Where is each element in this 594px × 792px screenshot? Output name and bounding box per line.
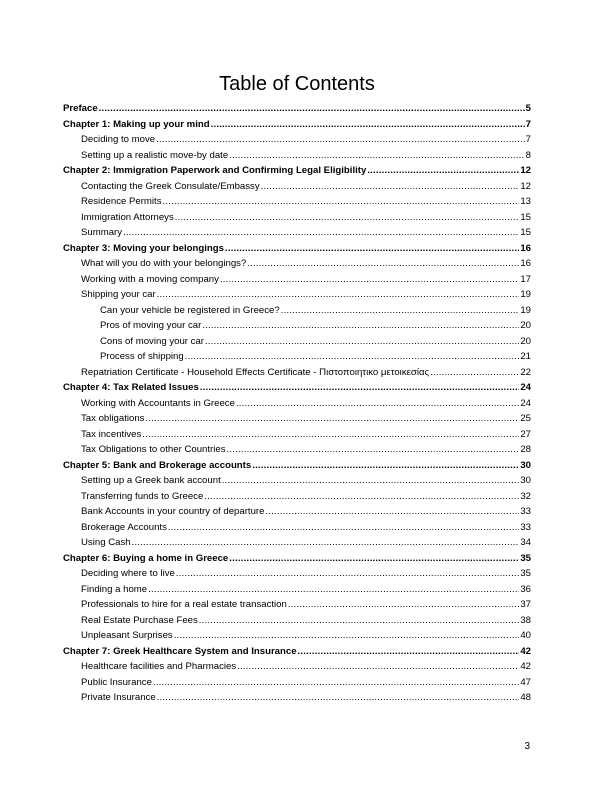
toc-entry-page: 16 xyxy=(520,242,531,254)
toc-entry[interactable] xyxy=(63,334,531,350)
dot-leader xyxy=(288,597,519,613)
toc-entry-page: 19 xyxy=(520,304,531,316)
toc-entry[interactable] xyxy=(63,396,531,412)
toc-entry[interactable] xyxy=(63,551,531,567)
toc-entry-title: Chapter 4: Tax Related Issues xyxy=(63,382,199,393)
dot-leader xyxy=(247,256,519,272)
toc-entry-title: Brokerage Accounts xyxy=(81,521,167,533)
dot-leader xyxy=(211,117,525,133)
toc-entry[interactable] xyxy=(63,427,531,443)
dot-leader xyxy=(222,473,520,489)
toc-entry-page: 25 xyxy=(520,413,531,424)
toc-entry-title: Chapter 3: Moving your belongings xyxy=(63,242,224,254)
dot-leader xyxy=(281,303,520,319)
toc-entry-title: Repatriation Certificate - Household Effects Certificate - Πιστοποιητικο μετοικεσίας xyxy=(81,366,430,378)
dot-leader xyxy=(225,241,519,257)
toc-entry-page: 30 xyxy=(520,475,531,486)
toc-entry-title: Setting up a realistic move-by date xyxy=(81,149,229,161)
toc-entry[interactable] xyxy=(63,272,531,288)
toc-entry-page: 8 xyxy=(525,149,531,161)
dot-leader xyxy=(168,520,519,536)
dot-leader xyxy=(153,675,519,691)
dot-leader xyxy=(163,194,520,210)
dot-leader xyxy=(132,535,520,551)
dot-leader xyxy=(202,318,519,334)
toc-entry-page: 24 xyxy=(520,397,531,409)
toc-entry-title: Tax incentives xyxy=(81,428,142,440)
toc-entry-title: Chapter 1: Making up your mind xyxy=(63,118,210,130)
dot-leader xyxy=(175,210,520,226)
dot-leader xyxy=(430,365,519,381)
dot-leader xyxy=(227,442,520,458)
toc-entry-title: Cons of moving your car xyxy=(100,335,204,347)
toc-entry-title: Chapter 7: Greek Healthcare System and Insurance xyxy=(63,645,297,657)
dot-leader xyxy=(174,628,520,644)
toc-entry-title: Deciding where to live xyxy=(81,568,175,579)
toc-entry-title: Setting up a Greek bank account xyxy=(81,475,221,486)
toc-entry[interactable] xyxy=(63,318,531,334)
toc-entry-title: Transferring funds to Greece xyxy=(81,490,204,502)
toc-entry[interactable] xyxy=(63,148,531,164)
toc-entry-title: Unpleasant Surprises xyxy=(81,630,173,641)
dot-leader xyxy=(229,148,524,164)
toc-entry-title: Real Estate Purchase Fees xyxy=(81,614,198,626)
toc-entry[interactable] xyxy=(63,225,531,241)
dot-leader xyxy=(157,287,520,303)
toc-entry-title: Chapter 5: Bank and Brokerage accounts xyxy=(63,459,252,471)
toc-entry-page: 42 xyxy=(520,661,531,672)
dot-leader xyxy=(236,396,519,412)
toc-entry[interactable] xyxy=(63,380,531,396)
toc-entry-page: 7 xyxy=(525,118,531,130)
toc-entry[interactable] xyxy=(63,535,531,551)
dot-leader xyxy=(185,349,520,365)
toc-entry-page: 47 xyxy=(520,676,531,688)
toc-entry-page: 19 xyxy=(520,289,531,300)
toc-entry-title: Immigration Attorneys xyxy=(81,211,174,223)
toc-entry-title: Contacting the Greek Consulate/Embassy xyxy=(81,180,260,192)
toc-entry-page: 20 xyxy=(520,320,531,331)
toc-entry-title: Working with Accountants in Greece xyxy=(81,397,235,409)
toc-entry-page: 40 xyxy=(520,630,531,641)
toc-entry[interactable] xyxy=(63,163,531,179)
toc-entry[interactable] xyxy=(63,411,531,427)
dot-leader xyxy=(298,644,520,660)
toc-entry-page: 24 xyxy=(520,382,531,393)
toc-entry-page: 12 xyxy=(520,180,531,192)
dot-leader xyxy=(99,101,525,117)
toc-entry-title: Using Cash xyxy=(81,537,131,548)
dot-leader xyxy=(199,613,520,629)
toc-entry[interactable] xyxy=(63,179,531,195)
toc-entry-title: Private Insurance xyxy=(81,692,156,703)
toc-entry[interactable] xyxy=(63,287,531,303)
toc-entry[interactable] xyxy=(63,489,531,505)
toc-entry[interactable] xyxy=(63,241,531,257)
dot-leader xyxy=(200,380,520,396)
toc-entry[interactable] xyxy=(63,132,531,148)
toc-entry-title: Public Insurance xyxy=(81,676,152,688)
toc-entry-page: 22 xyxy=(520,366,531,378)
toc-entry[interactable] xyxy=(63,597,531,613)
toc-entry[interactable] xyxy=(63,520,531,536)
toc-entry-title: Bank Accounts in your country of departure xyxy=(81,506,265,517)
toc-entry-title: Finding a home xyxy=(81,583,148,595)
toc-entry[interactable] xyxy=(63,101,531,117)
toc-entry-title: Summary xyxy=(81,227,123,238)
toc-entry-page: 37 xyxy=(520,599,531,610)
toc-entry-title: Process of shipping xyxy=(100,351,184,362)
toc-entry[interactable] xyxy=(63,582,531,598)
toc-entry-page: 36 xyxy=(520,583,531,595)
toc-entry-page: 28 xyxy=(520,444,531,455)
toc-entry-page: 32 xyxy=(520,490,531,502)
dot-leader xyxy=(252,458,519,474)
toc-entry-page: 35 xyxy=(520,552,531,564)
toc-entry-page: 20 xyxy=(520,335,531,347)
dot-leader xyxy=(156,132,525,148)
toc-entry[interactable] xyxy=(63,303,531,319)
dot-leader xyxy=(145,411,519,427)
toc-entry-page: 34 xyxy=(520,537,531,548)
toc-entry-title: Working with a moving company xyxy=(81,273,219,285)
dot-leader xyxy=(123,225,519,241)
toc-entry-title: Professionals to hire for a real estate transaction xyxy=(81,599,287,610)
dot-leader xyxy=(148,582,519,598)
dot-leader xyxy=(220,272,519,288)
toc-entry-title: Residence Permits xyxy=(81,196,162,207)
dot-leader xyxy=(261,179,520,195)
toc-entry-title: Tax Obligations to other Countries xyxy=(81,444,226,455)
toc-entry-page: 21 xyxy=(520,351,531,362)
toc-entry-page: 48 xyxy=(520,692,531,703)
dot-leader xyxy=(205,334,519,350)
toc-entry-page: 35 xyxy=(520,568,531,579)
toc-entry[interactable] xyxy=(63,365,531,381)
dot-leader xyxy=(142,427,519,443)
dot-leader xyxy=(176,566,519,582)
dot-leader xyxy=(237,659,519,675)
toc-entry[interactable] xyxy=(63,504,531,520)
dot-leader xyxy=(204,489,519,505)
toc-entry-page: 7 xyxy=(525,134,531,145)
toc-entry[interactable] xyxy=(63,644,531,660)
toc-entry-title: Deciding to move xyxy=(81,134,156,145)
toc-entry[interactable] xyxy=(63,566,531,582)
toc-entry[interactable] xyxy=(63,210,531,226)
toc-entry-title: Shipping your car xyxy=(81,289,156,300)
toc-entry-page: 33 xyxy=(520,521,531,533)
dot-leader xyxy=(265,504,519,520)
toc-entry[interactable] xyxy=(63,458,531,474)
toc-entry-title: What will you do with your belongings? xyxy=(81,258,247,269)
toc-entry[interactable] xyxy=(63,473,531,489)
toc-entry-page: 13 xyxy=(520,196,531,207)
page-number: 3 xyxy=(524,741,530,752)
toc-entry-page: 16 xyxy=(520,258,531,269)
toc-entry[interactable] xyxy=(63,613,531,629)
toc-entry[interactable] xyxy=(63,256,531,272)
dot-leader xyxy=(157,690,520,706)
page-title: Table of Contents xyxy=(219,73,375,95)
toc-entry-title: Healthcare facilities and Pharmacies xyxy=(81,661,237,672)
toc-entry[interactable] xyxy=(63,690,531,706)
toc-entry[interactable] xyxy=(63,659,531,675)
toc-entry[interactable] xyxy=(63,194,531,210)
dot-leader xyxy=(229,551,519,567)
toc-entry-title: Tax obligations xyxy=(81,413,145,424)
toc-entry-page: 42 xyxy=(520,645,531,657)
toc-entry-page: 27 xyxy=(520,428,531,440)
toc-entry-page: 30 xyxy=(520,459,531,471)
toc-entry-page: 12 xyxy=(520,165,531,176)
toc-entry[interactable] xyxy=(63,349,531,365)
toc-entry-page: 33 xyxy=(520,506,531,517)
toc-entry-page: 15 xyxy=(520,211,531,223)
toc-entry-title: Chapter 6: Buying a home in Greece xyxy=(63,552,229,564)
toc-entry[interactable] xyxy=(63,628,531,644)
toc-entry[interactable] xyxy=(63,442,531,458)
table-of-contents xyxy=(63,101,531,706)
toc-entry-page: 5 xyxy=(525,103,531,114)
toc-entry-page: 38 xyxy=(520,614,531,626)
toc-entry-title: Chapter 2: Immigration Paperwork and Confirming Legal Eligibility xyxy=(63,165,367,176)
toc-entry-title: Pros of moving your car xyxy=(100,320,202,331)
toc-entry-page: 15 xyxy=(520,227,531,238)
toc-entry-page: 17 xyxy=(520,273,531,285)
toc-entry-title: Preface xyxy=(63,103,98,114)
toc-entry[interactable] xyxy=(63,117,531,133)
toc-entry-title: Can your vehicle be registered in Greece? xyxy=(100,304,280,316)
dot-leader xyxy=(367,163,519,179)
toc-entry[interactable] xyxy=(63,675,531,691)
